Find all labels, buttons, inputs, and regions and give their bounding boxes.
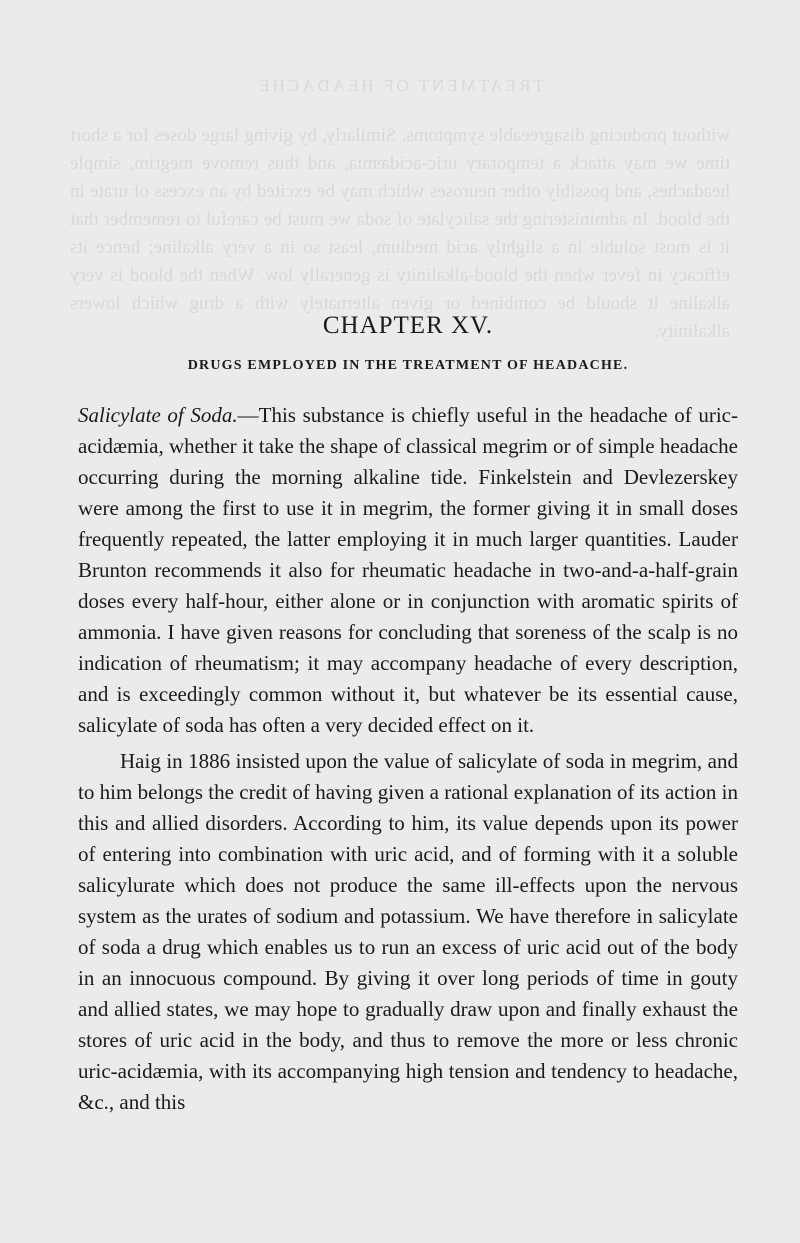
paragraph-haig: Haig in 1886 insisted upon the value of salicylate of soda in megrim, and to him belongs the credit of having given a rational explanation of its action in this and allied disorders. According to him, its value depends upon its power of entering into combination with uric acid, and of forming with it a soluble salicylurate which does not produce the same ill-effects upon the nervous system as the urates of sodium and potassium. We have therefore in salicylate of soda a drug which enables us to run an excess of uric acid out of the body in an innocuous compound. By giving it over long periods of time in gouty and allied states, we may hope to gradually draw upon and finally exhaust the stores of uric acid in the body, and thus to remove the more or less chronic uric-acidæmia, with its accompanying high tension and tendency to headache, &c., and this (78, 749, 738, 1114)
paragraph-lead: Salicylate of Soda. (78, 403, 238, 427)
paragraph-text: —This substance is chiefly useful in the headache of uric-acidæmia, whether it take the shape of classical megrim or of simple headache occurring during the morning alkaline tide. Finkelstein and Devlezerskey were among the first to use it in megrim, the former giving it in small doses frequently repeated, the latter employing it in much larger quantities. Lauder Brunton recommends it also for rheumatic headache in two-and-a-half-grain doses every half-hour, either alone or in conjunction with aromatic spirits of ammonia. I have given reasons for concluding that soreness of the scalp is no indication of rheumatism; it may accompany headache of every description, and is exceedingly common without it, but whatever be its essential cause, salicylate of soda has often a very decided effect on it. (78, 403, 738, 737)
chapter-title: CHAPTER XV. (322, 312, 494, 339)
bleed-paragraph: without producing disagreeable symptoms. Similarly, by giving large doses for a short time we may attack a temporary uric-acidæmia, and thus remove megrim, simple headaches, and possibly other neuroses which may be excited by an excess of urate in the blood. In administering the salicylate of soda we must be careful to remember that it is most soluble in a slightly acid medium, least so in a very alkaline; hence its efficacy in fever when the blood-alkalinity is generally low. When the blood is very alkaline it should be combined or given alternately with a drug which lowers alkalinity. (70, 125, 730, 342)
paragraph-salicylate (78, 400, 738, 741)
chapter-subtitle: DRUGS EMPLOYED IN THE TREATMENT OF HEADACHE. (187, 358, 629, 373)
page-body (78, 300, 738, 1118)
bleed-running-head: TREATMENT OF HEADACHE (256, 76, 544, 95)
